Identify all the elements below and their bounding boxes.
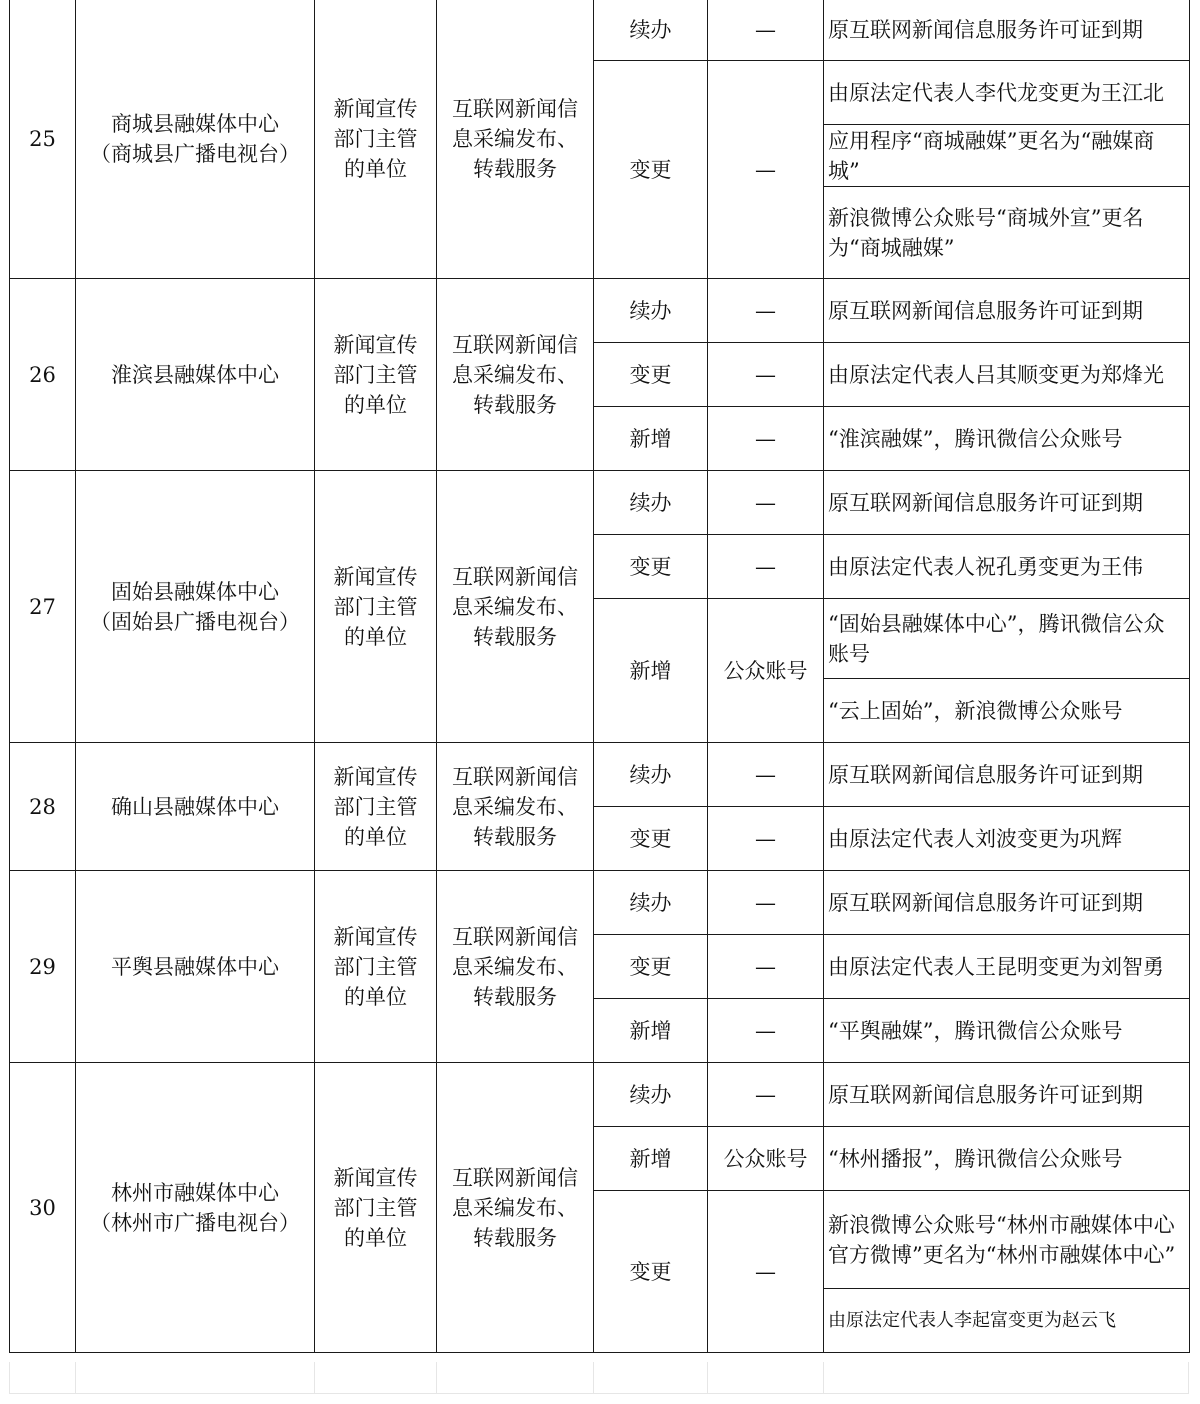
table-row: [10, 1063, 1190, 1127]
row-number: 29: [10, 871, 76, 1063]
action-extra: —: [708, 61, 824, 279]
table-row: [10, 743, 1190, 807]
change-detail: “平舆融媒”，腾讯微信公众账号: [824, 999, 1190, 1063]
service-scope: 互联网新闻信 息采编发布、 转载服务: [437, 279, 594, 471]
action-type: 变更: [594, 935, 708, 999]
action-extra: —: [708, 743, 824, 807]
organization-name: 淮滨县融媒体中心: [76, 279, 315, 471]
change-detail: 由原法定代表人李代龙变更为王江北: [824, 61, 1190, 125]
change-detail: 原互联网新闻信息服务许可证到期: [824, 0, 1190, 61]
organization-name: 固始县融媒体中心 （固始县广播电视台）: [76, 471, 315, 743]
table-row: [10, 0, 1190, 61]
action-type: 续办: [594, 1063, 708, 1127]
change-detail: 原互联网新闻信息服务许可证到期: [824, 471, 1190, 535]
row-number: 26: [10, 279, 76, 471]
change-detail: 原互联网新闻信息服务许可证到期: [824, 743, 1190, 807]
action-extra: 公众账号: [708, 599, 824, 743]
action-type: 变更: [594, 61, 708, 279]
change-detail: 新浪微博公众账号“商城外宣”更名为“商城融媒”: [824, 187, 1190, 279]
organization-name: 林州市融媒体中心 （林州市广播电视台）: [76, 1063, 315, 1353]
action-extra: —: [708, 999, 824, 1063]
action-extra: —: [708, 1063, 824, 1127]
action-type: 新增: [594, 407, 708, 471]
change-detail: 原互联网新闻信息服务许可证到期: [824, 1063, 1190, 1127]
unit-type: 新闻宣传 部门主管 的单位: [315, 1063, 437, 1353]
organization-name: 商城县融媒体中心 （商城县广播电视台）: [76, 0, 315, 279]
row-number: 27: [10, 471, 76, 743]
service-scope: 互联网新闻信 息采编发布、 转载服务: [437, 871, 594, 1063]
action-extra: —: [708, 535, 824, 599]
change-detail: “淮滨融媒”，腾讯微信公众账号: [824, 407, 1190, 471]
action-extra: 公众账号: [708, 1127, 824, 1191]
action-type: 续办: [594, 471, 708, 535]
service-scope: 互联网新闻信 息采编发布、 转载服务: [437, 0, 594, 279]
action-type: 新增: [594, 599, 708, 743]
action-type: 续办: [594, 0, 708, 61]
unit-type: 新闻宣传 部门主管 的单位: [315, 471, 437, 743]
row-number: 28: [10, 743, 76, 871]
action-type: 变更: [594, 343, 708, 407]
change-detail: 由原法定代表人祝孔勇变更为王伟: [824, 535, 1190, 599]
change-detail: “固始县融媒体中心”，腾讯微信公众账号: [824, 599, 1190, 679]
unit-type: 新闻宣传 部门主管 的单位: [315, 871, 437, 1063]
change-detail: 原互联网新闻信息服务许可证到期: [824, 279, 1190, 343]
row-number: 25: [10, 0, 76, 279]
change-detail: 原互联网新闻信息服务许可证到期: [824, 871, 1190, 935]
next-page-row-edge: [9, 1362, 1189, 1394]
action-type: 新增: [594, 999, 708, 1063]
action-extra: —: [708, 871, 824, 935]
table-row: [10, 871, 1190, 935]
action-extra: —: [708, 807, 824, 871]
action-type: 变更: [594, 535, 708, 599]
action-extra: —: [708, 1191, 824, 1353]
change-detail: 由原法定代表人李起富变更为赵云飞: [824, 1289, 1190, 1353]
change-detail: 应用程序“商城融媒”更名为“融媒商城”: [824, 125, 1190, 187]
action-extra: —: [708, 407, 824, 471]
organization-name: 平舆县融媒体中心: [76, 871, 315, 1063]
license-change-table: [9, 0, 1190, 1353]
action-extra: —: [708, 279, 824, 343]
change-detail: “云上固始”，新浪微博公众账号: [824, 679, 1190, 743]
row-number: 30: [10, 1063, 76, 1353]
action-extra: —: [708, 471, 824, 535]
action-type: 续办: [594, 871, 708, 935]
organization-name: 确山县融媒体中心: [76, 743, 315, 871]
change-detail: 由原法定代表人刘波变更为巩辉: [824, 807, 1190, 871]
unit-type: 新闻宣传 部门主管 的单位: [315, 743, 437, 871]
unit-type: 新闻宣传 部门主管 的单位: [315, 0, 437, 279]
service-scope: 互联网新闻信 息采编发布、 转载服务: [437, 1063, 594, 1353]
table-row: [10, 279, 1190, 343]
unit-type: 新闻宣传 部门主管 的单位: [315, 279, 437, 471]
change-detail: 由原法定代表人王昆明变更为刘智勇: [824, 935, 1190, 999]
service-scope: 互联网新闻信 息采编发布、 转载服务: [437, 471, 594, 743]
action-extra: —: [708, 935, 824, 999]
table-body: [10, 0, 1190, 1353]
service-scope: 互联网新闻信 息采编发布、 转载服务: [437, 743, 594, 871]
action-type: 变更: [594, 1191, 708, 1353]
action-extra: —: [708, 343, 824, 407]
action-type: 新增: [594, 1127, 708, 1191]
action-type: 续办: [594, 743, 708, 807]
action-extra: —: [708, 0, 824, 61]
action-type: 续办: [594, 279, 708, 343]
table-row: [10, 471, 1190, 535]
change-detail: “林州播报”，腾讯微信公众账号: [824, 1127, 1190, 1191]
change-detail: 由原法定代表人吕其顺变更为郑烽光: [824, 343, 1190, 407]
action-type: 变更: [594, 807, 708, 871]
change-detail: 新浪微博公众账号“林州市融媒体中心官方微博”更名为“林州市融媒体中心”: [824, 1191, 1190, 1289]
